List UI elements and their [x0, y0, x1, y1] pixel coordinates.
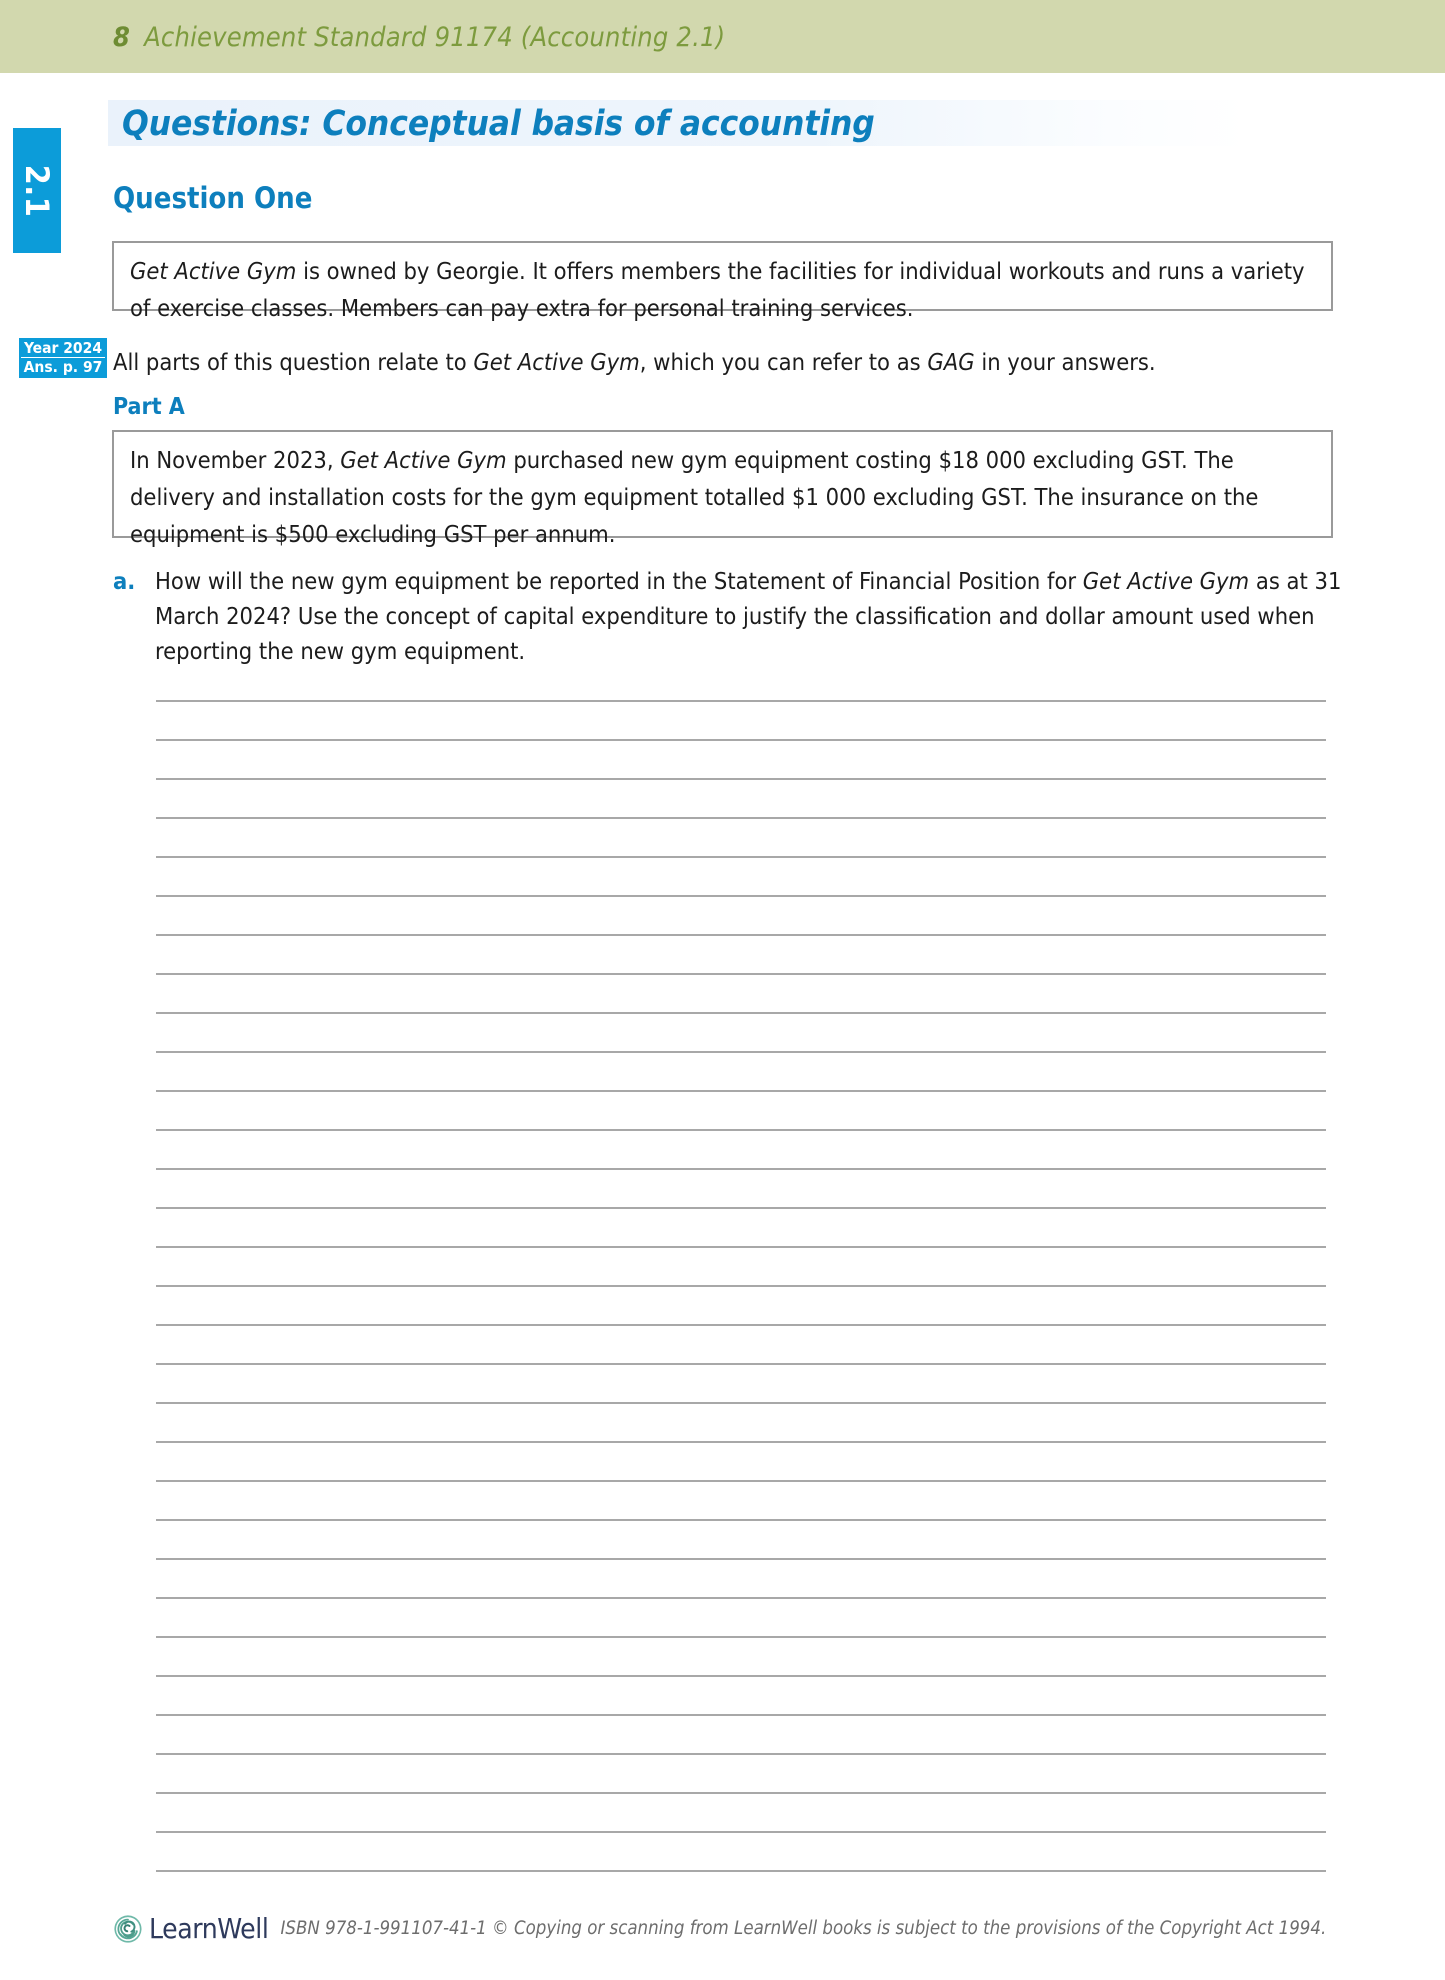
answer-line[interactable]: [156, 1519, 1326, 1521]
answer-line[interactable]: [156, 1480, 1326, 1482]
answer-line[interactable]: [156, 1129, 1326, 1131]
sub-question-a: [113, 564, 1348, 669]
answer-line[interactable]: [156, 973, 1326, 975]
question-heading: Question One: [113, 181, 313, 215]
answer-line[interactable]: [156, 895, 1326, 897]
answer-line[interactable]: [156, 1051, 1326, 1053]
answer-line[interactable]: [156, 1753, 1326, 1755]
answer-line[interactable]: [156, 1207, 1326, 1209]
page-footer: [113, 1912, 1326, 1945]
sub-question-a-marker: a.: [113, 567, 136, 595]
standard-title: Achievement Standard 91174 (Accounting 2.1): [144, 22, 726, 53]
answer-line[interactable]: [156, 1246, 1326, 1248]
answer-line[interactable]: [156, 1870, 1326, 1872]
answer-line[interactable]: [156, 1402, 1326, 1404]
answer-line[interactable]: [156, 1285, 1326, 1287]
year-badge-year: Year 2024: [21, 339, 105, 358]
answer-line[interactable]: [156, 1792, 1326, 1794]
answer-line[interactable]: [156, 1714, 1326, 1716]
answer-line[interactable]: [156, 1675, 1326, 1677]
answer-line[interactable]: [156, 1597, 1326, 1599]
all-parts-note: All parts of this question relate to Get Active Gym, which you can refer to as GAG in your answers.: [113, 348, 1156, 376]
section-title: Questions: Conceptual basis of accounting: [122, 104, 875, 144]
answer-line[interactable]: [156, 1168, 1326, 1170]
answer-line[interactable]: [156, 700, 1326, 702]
scenario-part-a-box: In November 2023, Get Active Gym purchased new gym equipment costing $18 000 excluding GST. The delivery and installation costs for the gym equipment totalled $1 000 excluding GST. The insurance on the equipment is $500 excluding GST per annum.: [112, 430, 1333, 538]
answer-line[interactable]: [156, 739, 1326, 741]
page-number: 8: [113, 22, 131, 53]
page-header-text: [113, 22, 725, 53]
scenario-intro-box: Get Active Gym is owned by Georgie. It offers members the facilities for individual workouts and runs a variety of exercise classes. Members can pay extra for personal training services.: [112, 241, 1333, 311]
sub-question-a-text: How will the new gym equipment be reported in the Statement of Financial Position for Get Active Gym as at 31 March 2024? Use the concept of capital expenditure to justify the classification and dollar amount used when reporting the new gym equipment.: [155, 567, 1342, 665]
side-tab-label: 2.1: [18, 164, 56, 217]
answer-line[interactable]: [156, 1012, 1326, 1014]
part-a-label: Part A: [113, 394, 185, 420]
copyright-note: ISBN 978-1-991107-41-1 © Copying or scanning from LearnWell books is subject to the provisions of the Copyright Act 1994.: [280, 1918, 1327, 1939]
year-badge-answer-page: Ans. p. 97: [23, 358, 103, 376]
answer-line[interactable]: [156, 1831, 1326, 1833]
answer-line[interactable]: [156, 1558, 1326, 1560]
answer-line[interactable]: [156, 934, 1326, 936]
answer-line[interactable]: [156, 1090, 1326, 1092]
year-answer-badge: [19, 338, 107, 378]
answer-line[interactable]: [156, 1636, 1326, 1638]
answer-line[interactable]: [156, 778, 1326, 780]
answer-line[interactable]: [156, 817, 1326, 819]
answer-line[interactable]: [156, 856, 1326, 858]
standard-side-tab: [13, 128, 61, 253]
answer-lines-area[interactable]: [156, 700, 1326, 1909]
learnwell-logo-text: LearnWell: [149, 1912, 269, 1945]
spiral-icon: [113, 1914, 143, 1944]
answer-line[interactable]: [156, 1363, 1326, 1365]
answer-line[interactable]: [156, 1441, 1326, 1443]
answer-line[interactable]: [156, 1324, 1326, 1326]
